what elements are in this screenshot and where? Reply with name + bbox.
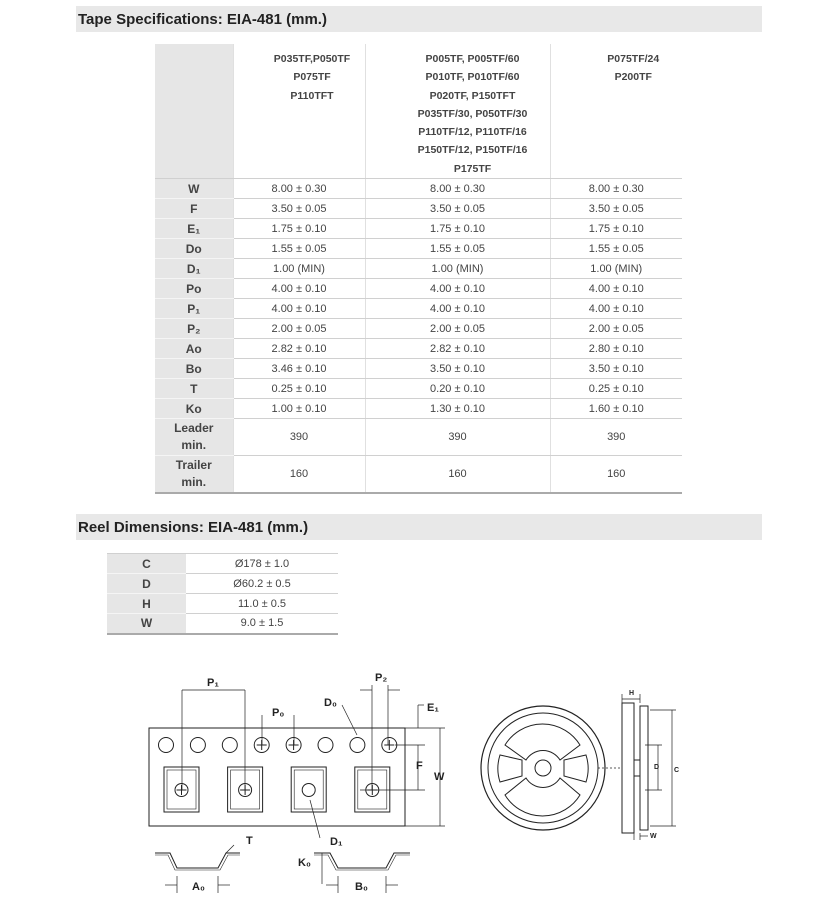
- part-number: P020TF, P150TFT: [429, 89, 516, 102]
- leader-value: 390: [550, 419, 682, 456]
- spec-value: 3.50 ± 0.05: [365, 199, 550, 219]
- part-number: P075TF/24: [607, 53, 660, 65]
- spec-value: 0.25 ± 0.10: [550, 379, 682, 399]
- sprocket-hole: [350, 738, 365, 753]
- component-pocket: [291, 767, 326, 812]
- component-pocket-inner: [294, 770, 323, 809]
- spec-label: T: [155, 379, 233, 399]
- spec-value: 3.50 ± 0.05: [233, 199, 365, 219]
- spec-value: 3.50 ± 0.10: [550, 359, 682, 379]
- spec-value: 1.30 ± 0.10: [365, 399, 550, 419]
- label-t: T: [246, 835, 253, 847]
- part-number: P035TF,P050TF: [273, 53, 351, 65]
- header-empty-cell: [155, 44, 233, 179]
- part-number: P035TF/30, P050TF/30: [417, 107, 528, 120]
- spec-value: 1.60 ± 0.10: [550, 399, 682, 419]
- label-w: W: [434, 771, 445, 783]
- spec-value: 2.00 ± 0.05: [365, 319, 550, 339]
- reel-dimensions-table: [107, 553, 338, 635]
- spec-value: 3.50 ± 0.05: [550, 199, 682, 219]
- spec-row: [155, 339, 682, 359]
- spec-row: [155, 399, 682, 419]
- spec-value: 8.00 ± 0.30: [550, 179, 682, 199]
- trailer-row: [155, 456, 682, 493]
- label-e1: E₁: [427, 702, 439, 714]
- leader-label-line2: min.: [181, 438, 207, 453]
- spec-value: 4.00 ± 0.10: [233, 279, 365, 299]
- reel-row: [107, 574, 338, 594]
- spec-row: [155, 379, 682, 399]
- spec-value: 2.00 ± 0.05: [233, 319, 365, 339]
- spec-row: [155, 359, 682, 379]
- trailer-value: 160: [550, 456, 682, 493]
- label-d1: D₁: [330, 836, 343, 848]
- spec-value: 1.55 ± 0.05: [365, 239, 550, 259]
- spec-row: [155, 279, 682, 299]
- part-number-column-1: [233, 44, 365, 179]
- label-reel-c: C: [674, 767, 680, 774]
- spec-value: 1.75 ± 0.10: [365, 219, 550, 239]
- spec-value: 2.80 ± 0.10: [550, 339, 682, 359]
- part-number-column-3: [550, 44, 682, 179]
- reel-value: Ø178 ± 1.0: [186, 554, 338, 574]
- spec-label: Bo: [155, 359, 233, 379]
- spec-label: Ko: [155, 399, 233, 419]
- spec-value: 2.82 ± 0.10: [233, 339, 365, 359]
- pocket-hole: [302, 784, 315, 797]
- spec-row: [155, 319, 682, 339]
- trailer-label-line1: Trailer: [175, 457, 212, 472]
- reel-row: [107, 554, 338, 574]
- leader-value: 390: [233, 419, 365, 456]
- label-d0: D₀: [324, 697, 337, 709]
- reel-label: D: [107, 574, 186, 594]
- spec-value: 3.50 ± 0.10: [365, 359, 550, 379]
- spec-row: [155, 259, 682, 279]
- label-a0: A₀: [192, 881, 205, 893]
- spec-label: E₁: [155, 219, 233, 239]
- label-p1: P₁: [207, 677, 219, 689]
- part-number-column-2: [365, 44, 550, 179]
- reel-side-view: [622, 703, 634, 833]
- leader-row: [155, 419, 682, 456]
- spec-value: 1.55 ± 0.05: [550, 239, 682, 259]
- spec-value: 1.00 (MIN): [365, 259, 550, 279]
- spec-value: 2.82 ± 0.10: [365, 339, 550, 359]
- spec-label: D₁: [155, 259, 233, 279]
- spec-label: Do: [155, 239, 233, 259]
- part-number: P110TFT: [290, 89, 334, 102]
- leader-value: 390: [365, 419, 550, 456]
- spec-value: 4.00 ± 0.10: [550, 279, 682, 299]
- spec-label: P₂: [155, 319, 233, 339]
- tape-and-reel-diagram: [0, 660, 837, 905]
- reel-value: 11.0 ± 0.5: [186, 594, 338, 614]
- part-number: P010TF, P010TF/60: [425, 71, 520, 84]
- trailer-value: 160: [233, 456, 365, 493]
- spec-value: 1.75 ± 0.10: [550, 219, 682, 239]
- part-number: P150TF/12, P150TF/16: [417, 144, 528, 157]
- spec-value: 1.00 (MIN): [550, 259, 682, 279]
- leader-label-line1: Leader: [174, 421, 214, 436]
- trailer-label-line2: min.: [181, 474, 207, 489]
- spec-value: 4.00 ± 0.10: [365, 299, 550, 319]
- spec-value: 1.00 (MIN): [233, 259, 365, 279]
- spec-value: 1.55 ± 0.05: [233, 239, 365, 259]
- reel-label: H: [107, 594, 186, 614]
- spec-row: [155, 239, 682, 259]
- spec-row: [155, 299, 682, 319]
- tape-spec-title: Tape Specifications: EIA-481 (mm.): [76, 6, 762, 32]
- reel-row: [107, 614, 338, 634]
- sprocket-hole: [222, 738, 237, 753]
- spec-value: 1.75 ± 0.10: [233, 219, 365, 239]
- spec-label: P₁: [155, 299, 233, 319]
- spec-label: Po: [155, 279, 233, 299]
- spec-value: 4.00 ± 0.10: [550, 299, 682, 319]
- spec-value: 4.00 ± 0.10: [233, 299, 365, 319]
- trailer-label: [155, 456, 233, 493]
- part-number: P075TF: [293, 71, 331, 84]
- spec-value: 4.00 ± 0.10: [365, 279, 550, 299]
- sprocket-hole: [159, 738, 174, 753]
- reel-value: Ø60.2 ± 0.5: [186, 574, 338, 594]
- trailer-value: 160: [365, 456, 550, 493]
- part-number: P110TF/12, P110TF/16: [418, 126, 527, 139]
- part-number: P175TF: [453, 162, 492, 175]
- label-reel-h: H: [629, 690, 635, 697]
- reel-label: W: [107, 614, 186, 634]
- spec-row: [155, 199, 682, 219]
- spec-value: 8.00 ± 0.30: [365, 179, 550, 199]
- part-number: P005TF, P005TF/60: [425, 53, 520, 65]
- sprocket-hole: [190, 738, 205, 753]
- tape-spec-table: [155, 44, 682, 494]
- tape-header-row: [155, 44, 682, 179]
- spec-label: F: [155, 199, 233, 219]
- label-k0: K₀: [298, 857, 311, 869]
- spec-value: 2.00 ± 0.05: [550, 319, 682, 339]
- sprocket-hole: [318, 738, 333, 753]
- reel-row: [107, 594, 338, 614]
- reel-dimensions-title: Reel Dimensions: EIA-481 (mm.): [76, 514, 762, 540]
- carrier-tape: [149, 728, 405, 826]
- reel-value: 9.0 ± 1.5: [186, 614, 338, 634]
- reel-label: C: [107, 554, 186, 574]
- label-p2: P₂: [375, 672, 388, 684]
- label-p0: P₀: [272, 707, 285, 719]
- spec-value: 1.00 ± 0.10: [233, 399, 365, 419]
- spec-value: 8.00 ± 0.30: [233, 179, 365, 199]
- label-b0: B₀: [355, 881, 368, 893]
- spec-value: 0.25 ± 0.10: [233, 379, 365, 399]
- spec-label: W: [155, 179, 233, 199]
- spec-label: Ao: [155, 339, 233, 359]
- label-reel-w: W: [650, 833, 657, 840]
- part-number: P200TF: [614, 71, 652, 84]
- leader-label: [155, 419, 233, 456]
- label-reel-d: D: [654, 764, 660, 771]
- reel-front-view: [481, 706, 605, 830]
- spec-value: 3.46 ± 0.10: [233, 359, 365, 379]
- label-f: F: [416, 760, 423, 772]
- spec-value: 0.20 ± 0.10: [365, 379, 550, 399]
- spec-row: [155, 179, 682, 199]
- spec-row: [155, 219, 682, 239]
